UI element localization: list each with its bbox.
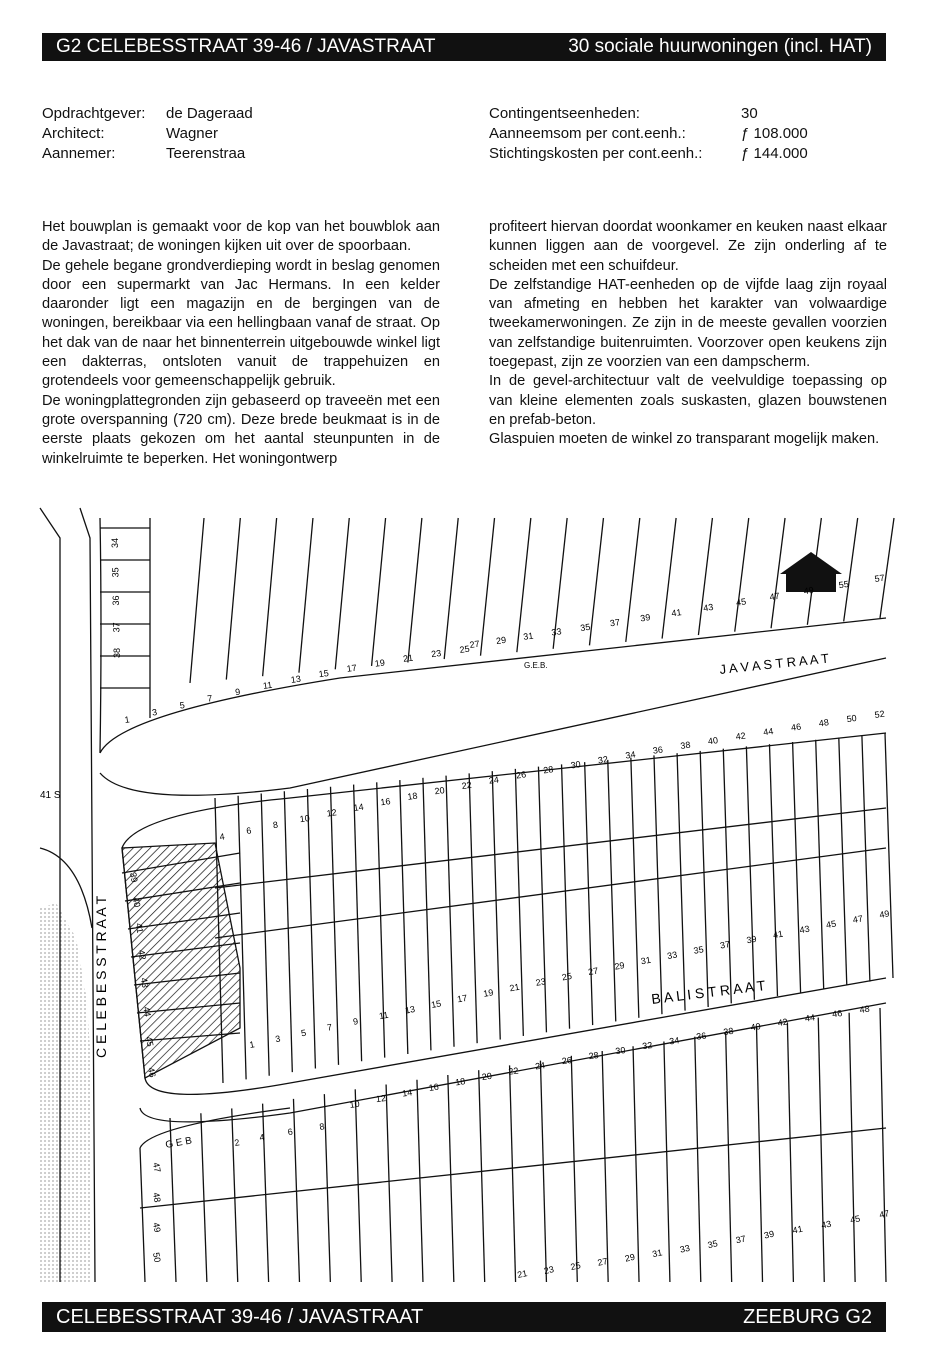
block2-bottom-number: 33 [666, 949, 679, 962]
balistraat-south-number: 18 [454, 1076, 466, 1088]
javastraat-south-number: 3 [151, 706, 158, 718]
block2-top-number: 38 [679, 739, 692, 751]
block2-bottom-number: 15 [430, 998, 442, 1010]
block2-top-number: 40 [707, 735, 719, 747]
site-map [40, 508, 891, 1282]
hatched-unit-number: 45 [143, 1035, 156, 1048]
celebes-east-number: 38 [112, 647, 122, 658]
block4-side-number: 47 [151, 1161, 163, 1174]
footer-section: ZEEBURG G2 [743, 1305, 872, 1328]
parcel-line [372, 518, 386, 669]
block4-bottom-number: 29 [623, 1251, 636, 1264]
block4-side-number: 48 [151, 1191, 163, 1204]
parcel-line [307, 789, 315, 1068]
parcel-line [818, 1018, 824, 1282]
parcel-line [355, 1089, 361, 1282]
block4-corner [140, 1108, 290, 1148]
units-value: 30 [741, 105, 758, 122]
block4-bottom-number: 35 [706, 1238, 719, 1251]
contract-value: ƒ 108.000 [741, 125, 808, 142]
javastraat-north-number: 45 [735, 596, 747, 608]
hatched-unit-number: 44 [141, 1005, 153, 1018]
hatched-unit-number: 39 [128, 871, 140, 884]
block2-top-number: 36 [652, 744, 664, 756]
block4-bottom-number: 21 [516, 1268, 529, 1280]
parcel-line [562, 764, 570, 1028]
block4-top-number: 8 [318, 1121, 326, 1132]
parcel-line [444, 518, 458, 659]
balistraat-south-number: 28 [587, 1049, 600, 1062]
parcel-line [585, 762, 593, 1025]
javastraat-south-number: 17 [346, 662, 358, 674]
parcel-line [238, 796, 246, 1080]
body-text-right [489, 218, 887, 450]
street-label-celebesstraat: C E L E B E S S T R A A T [93, 895, 109, 1058]
balistraat-south-number: 48 [858, 1003, 871, 1015]
block2-bottom-number: 9 [352, 1016, 359, 1027]
paragraph: De gehele begane grondverdieping wordt in beslag genomen door een supermarkt van Jac Hermans. In een kelder daaronder ligt een magazijn en de bergingen van de woningen, bereikbaar via een hellingbaan vanaf de straat. Op het dak van de naar het binnenterrein uitgebouwde winkel ligt een dakterras, ontsloten vanuit de trappehuizen en grotendeels voor gemeenschappelijk gebruik. [42, 257, 440, 390]
balistraat-south-number: 20 [481, 1070, 493, 1083]
block4-bottom-number: 43 [820, 1218, 833, 1231]
celebes-east-number: 34 [110, 537, 120, 548]
parcel-line [571, 1056, 577, 1282]
client-value: de Dageraad [166, 105, 253, 122]
parcel-line [226, 518, 240, 680]
parcel-line [662, 518, 676, 639]
parcel-line [793, 742, 801, 993]
block2-top-number: 20 [433, 785, 446, 797]
balistraat-south-number: 14 [401, 1087, 413, 1099]
parcel-line [880, 1008, 886, 1282]
parcel-line [232, 1108, 238, 1282]
block2-mid-line [215, 848, 886, 938]
javastraat-north-number: 57 [873, 572, 886, 584]
block2-bottom-number: 1 [248, 1039, 256, 1050]
block2-bottom-number: 11 [378, 1009, 390, 1022]
parcel-line [190, 518, 204, 683]
page-footer [42, 1302, 886, 1332]
header-title: G2 CELEBESSTRAAT 39-46 / JAVASTRAAT [56, 36, 436, 57]
javastraat-south-number: 1 [123, 714, 131, 725]
javastraat-south-number: 23 [430, 647, 442, 660]
balistraat-south-number: 24 [534, 1060, 546, 1072]
parcel-line [589, 518, 603, 645]
block2-bottom-number: 41 [772, 928, 784, 941]
balistraat-south-number: 46 [831, 1007, 843, 1020]
parcel-line [608, 760, 616, 1022]
hatched-unit-number: 40 [130, 896, 143, 909]
block4-bottom-number: 23 [542, 1264, 555, 1277]
javastraat-north-number: 27 [468, 638, 481, 650]
hatched-unit-number: 42 [136, 949, 148, 961]
parcel-line [664, 1041, 670, 1282]
block2-top-number: 14 [352, 801, 365, 813]
block2-top-number: 22 [460, 779, 473, 792]
block2-bottom-number: 39 [745, 933, 758, 946]
parcel-line [540, 1061, 546, 1282]
foundation-value: ƒ 144.000 [741, 145, 808, 162]
block2-rear-line [215, 808, 886, 888]
header-subtitle: 30 sociale huurwoningen (incl. HAT) [568, 36, 872, 57]
block2-top-number: 44 [762, 725, 774, 738]
block2-top-number: 10 [299, 812, 311, 825]
block2-top-number: 32 [597, 754, 609, 766]
parcel-line [849, 1013, 855, 1282]
block2-top-number: 46 [790, 721, 802, 733]
paragraph: De zelfstandige HAT-eenheden op de vijfde laag zijn royaal van afmeting en hebben het karakter van volwaardige tweekamerwoningen. Ze zijn in de meeste gevallen voorzien van zelfstandige buitenruimten. Voorzover open keukens zijn toegepast, zijn ze voorzien van een dampscherm. [489, 276, 887, 371]
parcel-line [698, 518, 712, 635]
block4-bottom-number: 37 [734, 1233, 747, 1246]
hatched-unit-number: 41 [133, 922, 146, 934]
paragraph: De woningplattegronden zijn gebaseerd op traveeën met een grote overspanning (720 cm). Deze brede beukmaat is in de eerste plaats gekozen om het aantal steunpunten in de winkelruimte te beperken. Het woningontwerp [42, 392, 440, 467]
parcel-line [331, 787, 339, 1065]
parcel-line [261, 794, 269, 1076]
parcel-line [626, 518, 640, 642]
paragraph: Het bouwplan is gemaakt voor de kop van het bouwblok aan de Javastraat; de woningen kijken uit over de spoorbaan. [42, 219, 440, 255]
block4-bottom-number: 39 [763, 1228, 776, 1241]
block2-bottom-number: 27 [587, 965, 600, 978]
block2-top-number: 6 [245, 825, 252, 836]
celebes-east-number: 35 [110, 567, 121, 578]
parcel-line [844, 518, 858, 621]
units-label: Contingentseenheden: [489, 105, 640, 122]
block4-west [140, 1148, 145, 1282]
parcel-line [201, 1113, 207, 1282]
block2-bottom-number: 29 [613, 960, 626, 972]
parcel-line [423, 778, 431, 1051]
javastraat-north-number: 39 [639, 612, 651, 624]
block4-side-number: 50 [151, 1251, 163, 1264]
javastraat-north-number: 49 [803, 584, 815, 597]
block2-bottom-number: 5 [300, 1027, 307, 1039]
balistraat-north-edge [145, 978, 886, 1094]
block2-bottom-number: 13 [404, 1003, 416, 1016]
balistraat-south-number: 30 [614, 1044, 627, 1057]
block2-bottom-number: 43 [798, 923, 811, 936]
parcel-line [263, 518, 277, 676]
block4-top-number: 6 [286, 1126, 294, 1138]
parcel-line [386, 1085, 392, 1282]
client-label: Opdrachtgever: [42, 105, 146, 122]
balistraat-south-edge [140, 1003, 886, 1122]
block2-top-number: 34 [624, 749, 637, 761]
balistraat-south-number: 12 [375, 1092, 387, 1105]
block2-bottom-number: 23 [534, 976, 547, 988]
block2-bottom-number: 17 [456, 992, 469, 1005]
javastraat-north-number: 31 [522, 630, 534, 642]
parcel-line [263, 1104, 269, 1282]
street-label-javastraat: J A V A S T R A A T [718, 650, 830, 677]
paragraph: In de gevel-architectuur valt de veelvuldige toepassing op van kleine elementen zoals suskasten, glazen bouwstenen en prefab-beton. [489, 373, 887, 428]
block2-top-number: 28 [542, 764, 554, 776]
javastraat-north-number: 35 [579, 621, 591, 634]
balistraat-south-number: 36 [695, 1030, 707, 1042]
paragraph: profiteert hiervan doordat woonkamer en keuken naast elkaar kunnen liggen aan de voorgevel. Ze zijn onderling af te scheiden met een schuifdeur. [489, 219, 887, 274]
balistraat-south-number: 34 [668, 1035, 680, 1047]
parcel-line [417, 1080, 423, 1282]
javastraat-north-number: 41 [670, 607, 683, 619]
balistraat-south-number: 26 [561, 1054, 573, 1067]
block2-bottom-number: 47 [852, 913, 864, 925]
parcel-line [726, 1032, 732, 1282]
javastraat-south-number: 21 [402, 652, 414, 664]
parcel-line [602, 1051, 608, 1282]
balistraat-south-number: 32 [641, 1039, 653, 1052]
block4-bottom-number: 45 [849, 1213, 862, 1226]
contractor-label: Aannemer: [42, 145, 116, 162]
block2-bottom-number: 25 [561, 970, 573, 983]
parcel-line [677, 753, 685, 1010]
block2-top-number: 50 [845, 712, 858, 725]
parcel-line [735, 518, 749, 632]
balistraat-south-number: 22 [507, 1065, 520, 1077]
javastraat-north-number: 43 [702, 601, 714, 614]
balistraat-south-number: 10 [348, 1098, 361, 1110]
block2-bottom-number: 45 [825, 918, 837, 931]
block2-top-number: 16 [379, 796, 392, 808]
javastraat-south-number: 25 [458, 643, 471, 655]
javastraat-north-number: 47 [768, 590, 781, 603]
block2-top-number: 12 [325, 807, 338, 819]
balistraat-south-number: 40 [749, 1021, 762, 1033]
block4-top-number: 2 [233, 1137, 241, 1148]
block2-bottom-number: 21 [508, 981, 521, 994]
javastraat-south-number: 9 [234, 686, 241, 698]
javastraat-north-number: 29 [495, 634, 507, 647]
parcel-line [862, 735, 870, 981]
block2-bottom-number: 35 [692, 944, 705, 956]
parcel-line [446, 776, 454, 1047]
block2-top-number: 4 [218, 831, 226, 842]
parcel-line [284, 791, 292, 1072]
block2-top-number: 42 [734, 730, 747, 742]
hatched-unit-number: 43 [138, 976, 151, 989]
parcel-line [880, 518, 894, 618]
label-geb-bottom: G E B [164, 1135, 193, 1151]
label-left-margin: 41 S [40, 790, 61, 801]
architect-value: Wagner [166, 125, 218, 142]
contractor-value: Teerenstraa [166, 145, 246, 162]
javastraat-south-number: 15 [318, 667, 330, 680]
block4-bottom-number: 25 [569, 1260, 582, 1273]
block2-top-number: 24 [488, 774, 500, 786]
parcel-line [757, 1027, 763, 1282]
footer-title: CELEBESSTRAAT 39-46 / JAVASTRAAT [56, 1305, 424, 1328]
block2-bottom-number: 3 [274, 1033, 282, 1045]
architect-label: Architect: [42, 125, 105, 142]
block4-bottom-number: 27 [596, 1255, 609, 1268]
parcel-line [839, 737, 847, 985]
block4-side-number: 49 [151, 1221, 163, 1234]
block4-top-number: 4 [258, 1131, 266, 1143]
parcel-line [448, 1075, 454, 1282]
block2-top-number: 8 [272, 819, 279, 831]
block2-bottom-number: 31 [640, 954, 652, 967]
block2-top-number: 26 [515, 769, 527, 781]
block2-top-number: 18 [406, 790, 419, 802]
parcel-line [335, 518, 349, 669]
parcel-line [654, 755, 662, 1014]
parcel-line [299, 518, 313, 673]
block4-bottom-number: 31 [651, 1247, 664, 1260]
street-label-balistraat: B A L I S T R A A T [650, 977, 767, 1007]
project-costs [489, 104, 808, 164]
parcel-line [408, 518, 422, 662]
sidewalk-texture [40, 903, 92, 1282]
parcel-line [469, 773, 477, 1043]
javastraat-south-number: 5 [178, 699, 186, 711]
body-text-left [42, 218, 440, 469]
hatched-unit-number: 46 [146, 1066, 158, 1079]
parcel-line [481, 518, 495, 656]
parcel-line [538, 767, 546, 1033]
block2-top-number: 30 [569, 759, 582, 771]
celebes-east-number: 37 [111, 622, 122, 633]
javastraat-north-number: 33 [550, 626, 563, 638]
block2-bottom-number: 7 [326, 1021, 333, 1033]
celebes-edge-east [100, 518, 101, 753]
javastraat-south-number: 11 [262, 679, 273, 691]
parcel-line [510, 1065, 516, 1282]
javastraat-south-number: 19 [374, 657, 386, 669]
block2-top-number: 48 [818, 717, 830, 729]
parcel-line [885, 733, 893, 978]
balistraat-south-number: 16 [428, 1081, 440, 1093]
javastraat-south-number: 7 [206, 693, 214, 704]
parcel-line [633, 1046, 639, 1282]
foundation-label: Stichtingskosten per cont.eenh.: [489, 145, 703, 162]
block4-bottom-number: 47 [878, 1208, 891, 1220]
parcel-line [695, 1037, 701, 1282]
project-credits [42, 104, 253, 164]
parcel-line [479, 1070, 485, 1282]
balistraat-south-number: 42 [776, 1016, 789, 1028]
block2-bottom-number: 49 [878, 908, 891, 920]
balistraat-south-number: 44 [804, 1012, 816, 1024]
block4-bottom-number: 33 [678, 1242, 691, 1255]
page-header [42, 33, 886, 61]
parcel-line [515, 769, 523, 1036]
javastraat-north-number: 55 [838, 578, 850, 591]
contract-label: Aanneemsom per cont.eenh.: [489, 125, 686, 142]
parcel-line [769, 744, 777, 996]
parcel-line [746, 746, 754, 999]
parcel-line [723, 749, 731, 1004]
block2-top-number: 52 [873, 708, 886, 720]
parcel-line [816, 740, 824, 989]
block4-bottom-number: 41 [791, 1223, 804, 1236]
parcel-line [700, 751, 708, 1007]
paragraph: Glaspuien moeten de winkel zo transparant mogelijk maken. [489, 431, 880, 448]
parcel-line [631, 758, 639, 1018]
block2-bottom-number: 19 [482, 987, 495, 999]
balistraat-south-number: 38 [722, 1025, 735, 1038]
parcel-line [492, 771, 500, 1039]
block2-bottom-number: 37 [719, 938, 731, 951]
celebes-east-number: 36 [111, 595, 121, 606]
label-geb-top: G.E.B. [524, 661, 548, 670]
javastraat-north-number: 37 [609, 617, 621, 629]
javastraat-south-number: 13 [290, 673, 302, 685]
parcel-line [787, 1022, 793, 1282]
